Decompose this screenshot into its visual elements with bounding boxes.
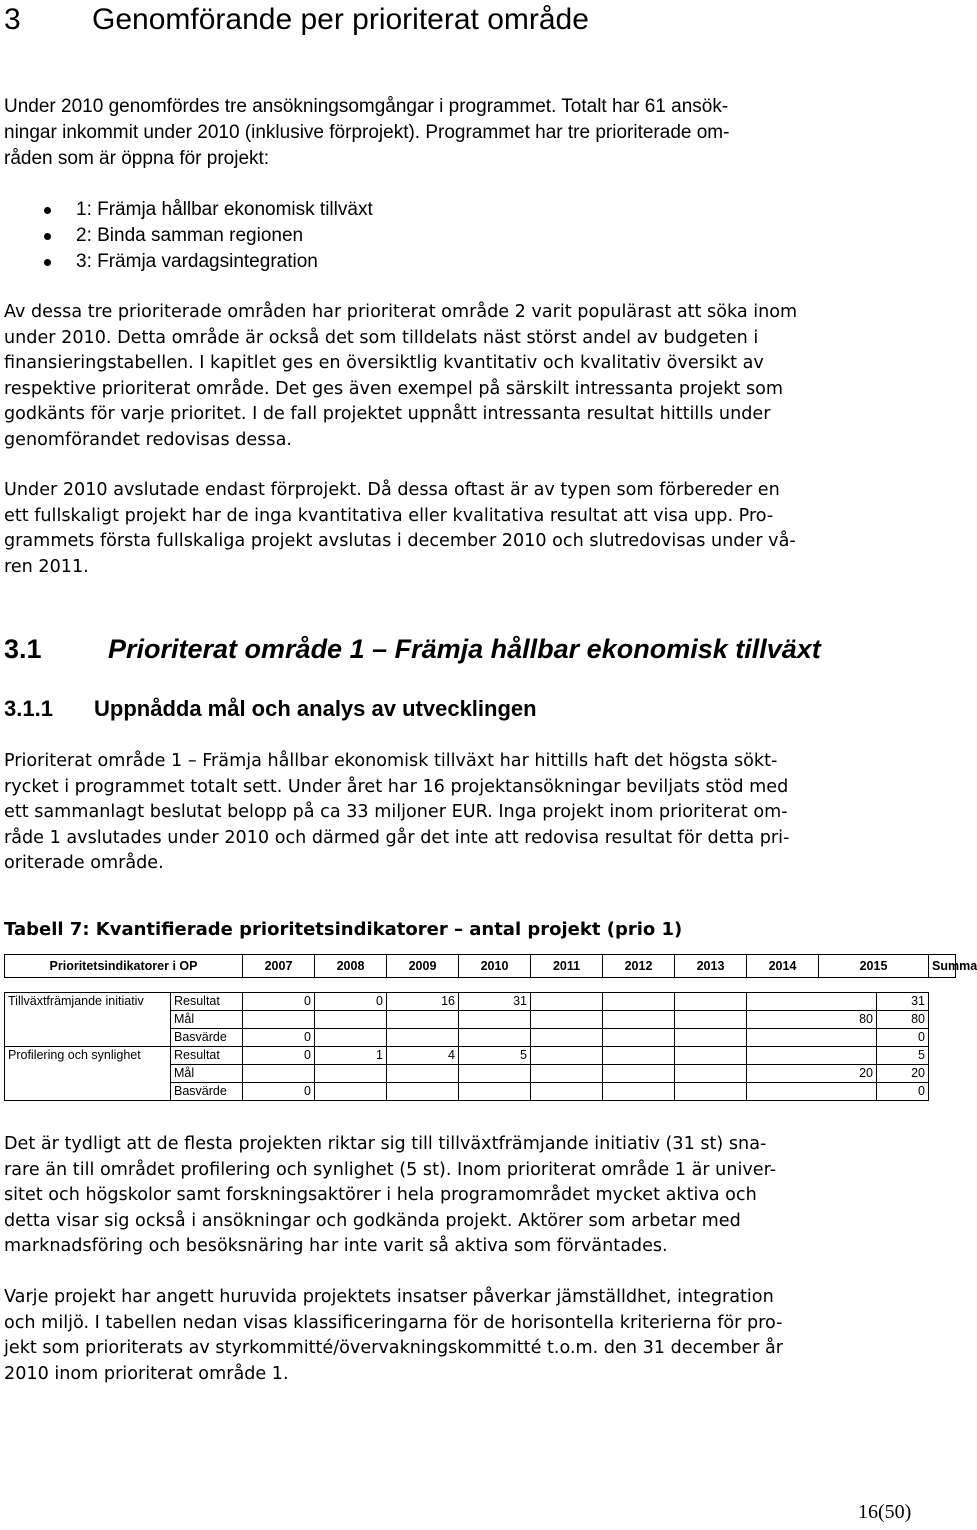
text-line: under 2010. Detta område är också det som tilldelats näst störst andel av budgeten i — [4, 327, 759, 348]
table-row — [5, 1011, 956, 1029]
value-cell — [675, 1047, 747, 1065]
value-cell — [387, 1065, 459, 1083]
table-row — [5, 1047, 956, 1065]
value-cell — [603, 1047, 675, 1065]
text-line: respektive prioriterat område. Det ges även exempel på särskilt intressanta projekt som — [4, 378, 784, 399]
spacer-cell — [5, 978, 929, 993]
list-item: 3: Främja vardagsintegration — [4, 249, 373, 275]
value-cell: 31 — [877, 993, 929, 1011]
value-cell — [747, 1029, 877, 1047]
value-cell — [459, 1011, 531, 1029]
column-header: 2013 — [675, 955, 747, 978]
value-cell: 5 — [877, 1047, 929, 1065]
category-cell — [5, 1029, 171, 1047]
subsection-heading — [4, 695, 537, 723]
value-cell — [531, 1083, 603, 1101]
text-line: ett fullskaligt projekt har de inga kvantitativa eller kvalitativa resultat att visa upp. Pro- — [4, 505, 774, 526]
column-header: 2007 — [243, 955, 315, 978]
text-line: råden som är öppna för projekt: — [4, 148, 270, 169]
text-line: jekt som prioriterats av styrkommitté/övervakningskommitté t.o.m. den 31 december år — [4, 1338, 784, 1359]
value-cell: 20 — [877, 1065, 929, 1083]
column-header: 2008 — [315, 955, 387, 978]
text-line: 2010 inom prioriterat område 1. — [4, 1363, 289, 1384]
text-line: Prioriterat område 1 – Främja hållbar ekonomisk tillväxt har hittills haft det högsta sökt- — [4, 751, 778, 771]
text-line: Under 2010 avslutade endast förprojekt. Då dessa oftast är av typen som förbereder en — [4, 480, 780, 500]
value-cell: 80 — [877, 1011, 929, 1029]
chapter-heading — [4, 2, 589, 38]
column-header: 2009 — [387, 955, 459, 978]
text-line: ett sammanlagt beslutat belopp på ca 33 miljoner EUR. Inga projekt inom prioriterat om- — [4, 802, 788, 823]
paragraph-popularity — [4, 300, 954, 454]
value-cell — [675, 993, 747, 1011]
value-cell: 0 — [243, 1047, 315, 1065]
value-cell — [675, 1083, 747, 1101]
value-cell — [531, 1011, 603, 1029]
section-number: 3.1 — [4, 634, 42, 664]
value-cell — [315, 1029, 387, 1047]
value-cell — [603, 1011, 675, 1029]
list-item: 1: Främja hållbar ekonomisk tillväxt — [4, 197, 373, 223]
paragraph-horizontal-criteria — [4, 1285, 954, 1387]
chapter-number: 3 — [4, 3, 21, 36]
column-header: Prioritetsindikatorer i OP — [5, 955, 243, 978]
column-header: 2010 — [459, 955, 531, 978]
column-header: Summa — [929, 955, 956, 978]
section-heading — [4, 632, 821, 666]
value-cell — [531, 1047, 603, 1065]
text-line: marknadsföring och besöksnäring har inte varit så aktiva som förväntades. — [4, 1236, 668, 1257]
value-cell — [387, 1083, 459, 1101]
value-cell — [603, 1029, 675, 1047]
measure-cell: Basvärde — [171, 1083, 243, 1101]
value-cell: 0 — [243, 993, 315, 1011]
value-cell — [459, 1029, 531, 1047]
text-line: grammets första fullskaliga projekt avslutas i december 2010 och slutredovisas under vå- — [4, 531, 796, 552]
value-cell — [387, 1029, 459, 1047]
section-title: Prioriterat område 1 – Främja hållbar ekonomisk tillväxt — [108, 634, 821, 664]
text-line: detta visar sig också i ansökningar och godkända projekt. Aktörer som arbetar med — [4, 1210, 741, 1231]
measure-cell: Resultat — [171, 1047, 243, 1065]
category-cell — [5, 1011, 171, 1029]
subsection-title: Uppnådda mål och analys av utvecklingen — [94, 696, 537, 721]
value-cell — [747, 993, 877, 1011]
value-cell: 0 — [243, 1029, 315, 1047]
paragraph-completed-projects — [4, 478, 954, 580]
value-cell — [315, 1011, 387, 1029]
category-cell — [5, 1083, 171, 1101]
value-cell — [747, 1083, 877, 1101]
category-cell: Profilering och synlighet — [5, 1047, 171, 1065]
table-row — [5, 1029, 956, 1047]
measure-cell: Mål — [171, 1011, 243, 1029]
value-cell — [603, 993, 675, 1011]
text-line: godkänts för varje prioritet. I de fall projektet uppnått intressanta resultat hittills under — [4, 404, 771, 425]
value-cell — [675, 1065, 747, 1083]
text-line: rare än till området profilering och synlighet (5 st). Inom prioriterat område 1 är univer- — [4, 1159, 777, 1180]
table-row — [5, 1083, 956, 1101]
value-cell — [243, 1065, 315, 1083]
value-cell — [315, 1083, 387, 1101]
text-line: oriterade område. — [4, 853, 164, 874]
table-row — [5, 993, 956, 1011]
value-cell — [603, 1083, 675, 1101]
measure-cell: Basvärde — [171, 1029, 243, 1047]
measure-cell: Resultat — [171, 993, 243, 1011]
table-caption: Tabell 7: Kvantifierade prioritetsindikatorer – antal projekt (prio 1) — [4, 919, 683, 940]
text-line: Under 2010 genomfördes tre ansökningsomgångar i programmet. Totalt har 61 ansök- — [4, 96, 729, 117]
column-header: 2011 — [531, 955, 603, 978]
value-cell: 0 — [243, 1083, 315, 1101]
text-line: rycket i programmet totalt sett. Under året har 16 projektansökningar beviljats stöd med — [4, 776, 789, 797]
text-line: ningar inkommit under 2010 (inklusive förprojekt). Programmet har tre prioriterade om- — [4, 122, 730, 143]
value-cell: 0 — [877, 1029, 929, 1047]
value-cell — [459, 1083, 531, 1101]
paragraph-priority-area-1 — [4, 749, 954, 877]
column-header: 2012 — [603, 955, 675, 978]
value-cell: 0 — [877, 1083, 929, 1101]
page-number: 16(50) — [858, 1501, 912, 1523]
priority-area-list — [4, 197, 373, 275]
value-cell — [315, 1065, 387, 1083]
table-header-row — [5, 955, 956, 978]
indicator-table — [4, 954, 977, 1101]
value-cell — [675, 1011, 747, 1029]
value-cell — [531, 993, 603, 1011]
measure-cell: Mål — [171, 1065, 243, 1083]
value-cell — [603, 1065, 675, 1083]
table-row — [5, 1065, 956, 1083]
value-cell — [531, 1029, 603, 1047]
column-header: 2014 — [747, 955, 819, 978]
value-cell: 80 — [747, 1011, 877, 1029]
text-line: och miljö. I tabellen nedan visas klassificeringarna för de horisontella kriterierna för pro- — [4, 1312, 783, 1333]
chapter-title: Genomförande per prioriterat område — [92, 3, 589, 36]
value-cell: 1 — [315, 1047, 387, 1065]
text-line: Varje projekt har angett huruvida projektets insatser påverkar jämställdhet, integration — [4, 1287, 774, 1307]
value-cell: 20 — [747, 1065, 877, 1083]
value-cell: 31 — [459, 993, 531, 1011]
text-line: genomförandet redovisas dessa. — [4, 429, 292, 450]
value-cell: 16 — [387, 993, 459, 1011]
table-spacer-row — [5, 978, 956, 993]
paragraph-table-analysis — [4, 1132, 954, 1260]
value-cell: 5 — [459, 1047, 531, 1065]
value-cell — [531, 1065, 603, 1083]
intro-paragraph — [4, 94, 954, 172]
value-cell — [243, 1011, 315, 1029]
column-header: 2015 — [819, 955, 929, 978]
text-line: råde 1 avslutades under 2010 och därmed går det inte att redovisa resultat för detta pri- — [4, 827, 790, 848]
text-line: Det är tydligt att de flesta projekten riktar sig till tillväxtfrämjande initiativ (31 st) sna- — [4, 1134, 767, 1154]
category-cell — [5, 1065, 171, 1083]
category-cell: Tillväxtfrämjande initiativ — [5, 993, 171, 1011]
subsection-number: 3.1.1 — [4, 696, 53, 721]
text-line: ren 2011. — [4, 556, 89, 577]
value-cell — [747, 1047, 877, 1065]
value-cell — [459, 1065, 531, 1083]
value-cell — [387, 1011, 459, 1029]
value-cell: 4 — [387, 1047, 459, 1065]
text-line: Av dessa tre prioriterade områden har prioriterat område 2 varit populärast att söka inom — [4, 302, 798, 322]
value-cell: 0 — [315, 993, 387, 1011]
text-line: finansieringstabellen. I kapitlet ges en översiktlig kvantitativ och kvalitativ översikt av — [4, 353, 764, 374]
list-item: 2: Binda samman regionen — [4, 223, 373, 249]
value-cell — [675, 1029, 747, 1047]
text-line: sitet och högskolor samt forskningsaktörer i hela programområdet mycket aktiva och — [4, 1185, 757, 1206]
